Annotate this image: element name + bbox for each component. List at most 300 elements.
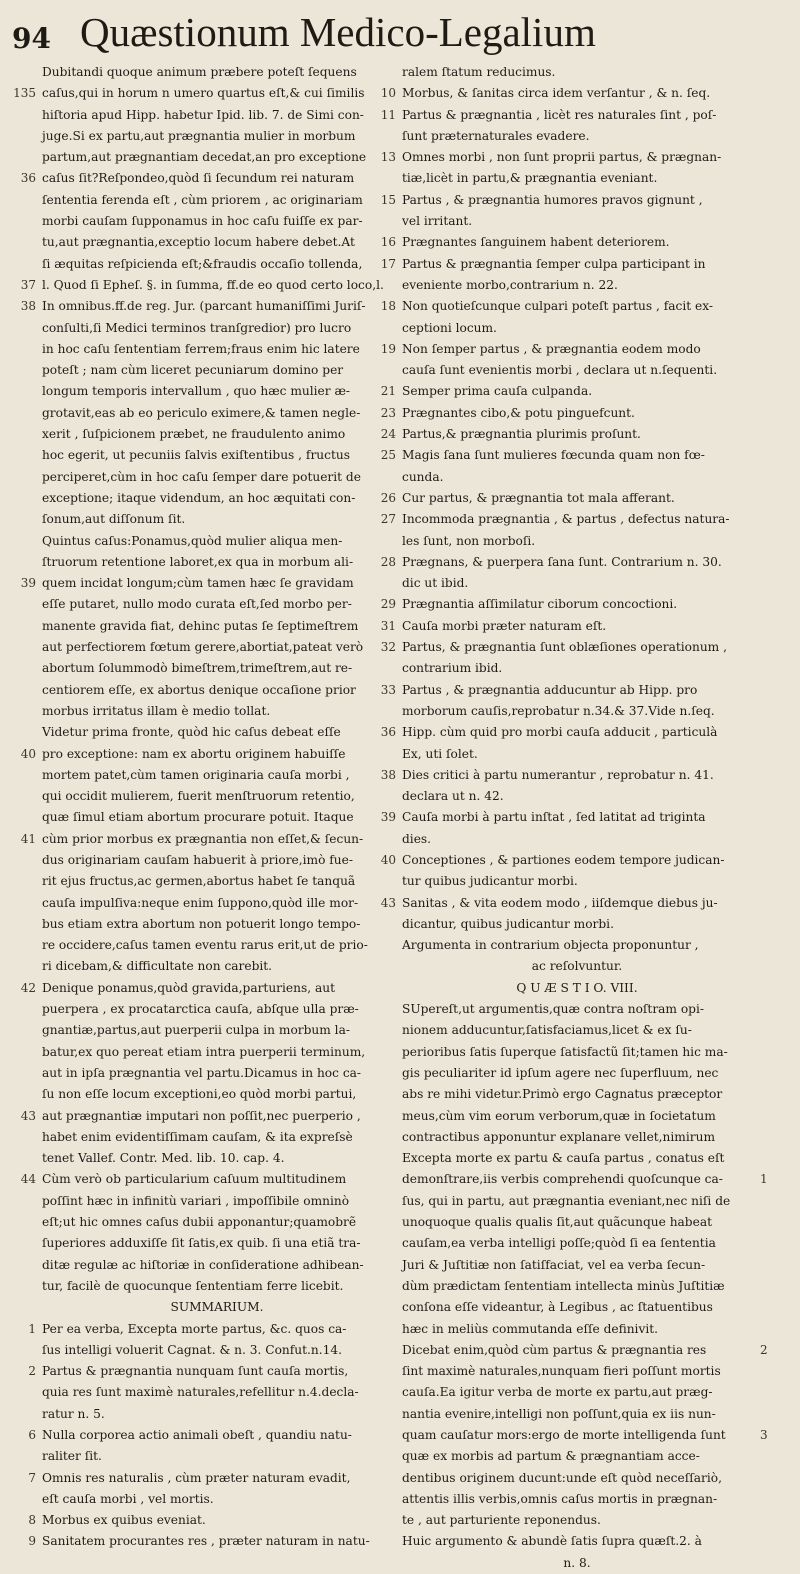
text-line: [20, 978, 392, 999]
page-number: 94: [12, 22, 51, 55]
margin-number: 42: [20, 980, 36, 995]
text-line: [380, 105, 752, 126]
line-text: cauſa ſunt evenientis morbi , declara ut n.ſequenti.: [402, 363, 718, 378]
line-text: eſt cauſa morbi , vel mortis.: [42, 1491, 214, 1506]
text-line: [42, 935, 392, 956]
line-text: morborum cauſis,reprobatur n.34.& 37.Vide n.ſeq.: [402, 703, 715, 718]
margin-number: 31: [380, 618, 396, 633]
line-text: Q U Æ S T I O. VIII.: [516, 980, 638, 995]
text-line: [380, 616, 752, 637]
line-text: ſuperiores adduxiſſe ſit ſatis,ex quib. ſi una etiã tra-: [42, 1236, 361, 1251]
line-text: ſint maximè naturales,nunquam fieri poſſunt mortis: [402, 1364, 721, 1379]
line-text: dic ut ibid.: [402, 576, 469, 591]
text-line: [380, 509, 752, 530]
line-text: Omnis res naturalis , cùm præter naturam evadit,: [42, 1470, 351, 1485]
margin-number: 26: [380, 490, 396, 505]
line-text: conſulti,ſi Medici terminos tranſgredior) pro lucro: [42, 320, 352, 335]
line-text: aut in ipſa prægnantia vel partu.Dicamus in hoc ca-: [42, 1065, 362, 1080]
line-text: vel irritant.: [402, 214, 473, 229]
line-text: ſu non eſſe locum exceptioni,eo quòd morbi partui,: [42, 1087, 357, 1102]
text-line: [20, 744, 392, 765]
text-line: [402, 658, 752, 679]
text-line: [402, 1191, 752, 1212]
text-line: [42, 1276, 392, 1297]
text-line: [42, 1382, 392, 1403]
line-text: aut prægnantiæ imputari non poſſit,nec puerperio ,: [42, 1108, 361, 1123]
text-line: [380, 339, 752, 360]
line-text: manente gravida fiat, dehinc putas ſe ſeptimeſtrem: [42, 618, 359, 633]
text-line: [42, 254, 392, 275]
line-text: cùm prior morbus ex prægnantia non eſſet,& ſecun-: [42, 831, 364, 846]
text-line: [42, 339, 392, 360]
text-line: [42, 318, 392, 339]
text-line: [402, 1446, 752, 1467]
text-line: [42, 658, 392, 679]
text-line: [42, 531, 392, 552]
line-text: ſonum,aut diſſonum ſit.: [42, 512, 186, 527]
text-line: [42, 871, 392, 892]
line-text: te , aut parturiente reponendus.: [402, 1513, 601, 1528]
margin-number: 32: [380, 640, 396, 655]
line-text: bus etiam extra abortum non potuerit longo tempo-: [42, 916, 361, 931]
line-text: Juri & Juſtitiæ non ſatiſfaciat, vel ea verba ſecun-: [402, 1257, 706, 1272]
text-line: [42, 1191, 392, 1212]
text-line: [42, 467, 392, 488]
line-text: qui occidit mulierem, fuerit menſtruorum retentio,: [42, 789, 355, 804]
line-text: morbus irritatus illam è medio tollat.: [42, 703, 271, 718]
margin-number: 10: [380, 86, 396, 101]
line-text: dentibus originem ducunt:unde eſt quòd neceſſariò,: [402, 1470, 722, 1485]
line-text: Partus & prægnantia ſemper culpa participant in: [402, 256, 706, 271]
line-text: Partus,& prægnantia plurimis proſunt.: [402, 427, 641, 442]
line-text: Dies critici à partu numerantur , reprobatur n. 41.: [402, 767, 714, 782]
margin-number: 36: [20, 171, 36, 186]
text-line: [402, 1020, 752, 1041]
text-line: [380, 850, 752, 871]
line-text: Magis ſana ſunt mulieres fœcunda quam non fœ-: [402, 448, 705, 463]
text-line: [402, 467, 752, 488]
text-line: [380, 147, 752, 168]
text-line: [402, 1233, 752, 1254]
text-line: [402, 978, 752, 999]
line-text: Partus & prægnantia , licèt res naturales ſint , poſ-: [402, 107, 717, 122]
text-line: [380, 83, 752, 104]
text-line: [42, 1255, 392, 1276]
line-text: Morbus, & ſanitas circa idem verſantur , & n. ſeq.: [402, 86, 711, 101]
margin-number: 13: [380, 150, 396, 165]
text-line: [380, 403, 752, 424]
line-text: dies.: [402, 831, 432, 846]
text-line: [42, 1489, 392, 1510]
text-line: [42, 1020, 392, 1041]
line-text: juge.Si ex partu,aut prægnantia mulier in morbum: [42, 128, 356, 143]
line-text: abs re mihi videtur.Primò ergo Cagnatus præceptor: [402, 1087, 723, 1102]
margin-number: 1: [28, 1321, 36, 1336]
line-text: Argumenta in contrarium objecta proponuntur ,: [402, 938, 699, 953]
line-text: Cur partus, & prægnantia tot mala afferant.: [402, 490, 675, 505]
line-text: pro exceptione: nam ex abortu originem habuiſſe: [42, 746, 346, 761]
text-line: [402, 1212, 752, 1233]
text-line: [402, 1382, 752, 1403]
text-line: [402, 744, 752, 765]
text-line: [380, 190, 752, 211]
line-text: conſona eſſe videantur, à Legibus , ac ſtatuentibus: [402, 1300, 713, 1315]
text-line: [402, 1361, 752, 1382]
line-text: SUMMARIUM.: [170, 1300, 264, 1315]
line-text: dicantur, quibus judicantur morbi.: [402, 916, 614, 931]
margin-number: 39: [380, 810, 396, 825]
margin-number: 19: [380, 341, 396, 356]
text-line: [402, 1106, 752, 1127]
line-text: Sanitas , & vita eodem modo , iiſdemque diebus ju-: [402, 895, 718, 910]
text-line: [42, 893, 392, 914]
text-line: [402, 1468, 752, 1489]
margin-number: 43: [20, 1108, 36, 1123]
line-text: Cauſa morbi à partu inſtat , ſed latitat ad triginta: [402, 810, 706, 825]
text-line: [380, 680, 752, 701]
line-text: tiæ,licèt in partu,& prægnantia eveniant.: [402, 171, 658, 186]
text-line: [42, 147, 392, 168]
line-text: Cauſa morbi præter naturam eſt.: [402, 618, 607, 633]
text-line: [402, 211, 752, 232]
text-line: [42, 1340, 392, 1361]
text-line: [42, 1042, 392, 1063]
line-text: SUpereſt,ut argumentis,quæ contra noſtram opi-: [402, 1002, 704, 1017]
text-line: [42, 509, 392, 530]
text-line: [402, 999, 752, 1020]
text-line: [402, 360, 752, 381]
text-line: [28, 1468, 392, 1489]
text-line: [380, 722, 752, 743]
line-text: Partus & prægnantia nunquam ſunt cauſa mortis,: [42, 1364, 349, 1379]
line-text: Incommoda prægnantia , & partus , defectus natura-: [402, 512, 730, 527]
line-text: poteſt ; nam cùm liceret pecuniarum domino per: [42, 363, 344, 378]
line-text: Per ea verba, Excepta morte partus, &c. quos ca-: [42, 1321, 347, 1336]
text-line: [42, 637, 392, 658]
line-text: In omnibus.ff.de reg. Jur. (parcant humaniſſimi Juriſ-: [42, 299, 366, 314]
line-text: ditæ regulæ ac hiſtoriæ in conſideratione adhibean-: [42, 1257, 364, 1272]
line-text: hæc in meliùs commutanda eſſe definivit.: [402, 1321, 659, 1336]
text-line: [380, 552, 752, 573]
text-line: [28, 1531, 392, 1552]
text-line: [42, 1446, 392, 1467]
line-text: ſtruorum retentione laboret,ex qua in morbum ali-: [42, 554, 354, 569]
margin-number: 15: [380, 192, 396, 207]
text-line: [42, 1148, 392, 1169]
line-text: Huic argumento & abundè ſatis ſupra quæſt.2. à: [402, 1534, 702, 1549]
text-line: [402, 275, 752, 296]
line-text: Sanitatem procurantes res , præter naturam in natu-: [42, 1534, 370, 1549]
text-line: [42, 552, 392, 573]
line-text: eſt;ut hic omnes caſus dubii apponantur;quamobrẽ: [42, 1215, 357, 1230]
text-line: [42, 1127, 392, 1148]
text-line: [380, 424, 752, 445]
line-text: Conceptiones , & partiones eodem tempore judican-: [402, 852, 725, 867]
text-line: [402, 126, 752, 147]
text-line: [42, 1212, 392, 1233]
margin-number: 40: [380, 852, 396, 867]
line-text: ſunt præternaturales evadere.: [402, 128, 590, 143]
text-line: [42, 105, 392, 126]
text-line: [380, 807, 752, 828]
margin-number: 33: [380, 682, 396, 697]
text-line: [42, 722, 392, 743]
text-line: [402, 1169, 768, 1190]
right-margin-number: 1: [760, 1172, 768, 1187]
text-line: [380, 381, 752, 402]
right-column: [380, 62, 768, 1570]
text-line: [402, 1084, 752, 1105]
margin-number: 24: [380, 427, 396, 442]
text-line: [402, 1063, 752, 1084]
text-line: [402, 956, 752, 977]
line-text: meus,cùm vim eorum verborum,quæ in ſocietatum: [402, 1108, 716, 1123]
line-text: Excepta morte ex partu & cauſa partus , conatus eſt: [402, 1151, 725, 1166]
line-text: morbi cauſam ſupponamus in hoc caſu fuiſſe ex par-: [42, 214, 363, 229]
text-line: [380, 296, 752, 317]
line-text: ſus intelligi voluerit Cagnat. & n. 3. Confut.n.14.: [42, 1342, 343, 1357]
line-text: tur quibus judicantur morbi.: [402, 874, 578, 889]
text-line: [42, 381, 392, 402]
line-text: aut perfectiorem fœtum gerere,abortiat,pateat verò: [42, 640, 364, 655]
text-line: [28, 1510, 392, 1531]
text-line: [380, 765, 752, 786]
text-line: [20, 1106, 392, 1127]
line-text: Non ſemper partus , & prægnantia eodem modo: [402, 341, 701, 356]
text-line: [42, 850, 392, 871]
text-line: [42, 190, 392, 211]
line-text: declara ut n. 42.: [402, 789, 504, 804]
line-text: quem incidat longum;cùm tamen hæc ſe gravidam: [42, 576, 354, 591]
line-text: Denique ponamus,quòd gravida,parturiens, aut: [42, 980, 335, 995]
line-text: habet enim evidentiſſimam cauſam, & ita expreſsè: [42, 1129, 353, 1144]
line-text: nionem adducuntur,ſatisfaciamus,licet & ex ſu-: [402, 1023, 692, 1038]
text-line: [402, 1297, 752, 1318]
text-line: [13, 83, 392, 104]
text-line: [20, 296, 392, 317]
text-line: [402, 1510, 752, 1531]
margin-number: 16: [380, 235, 396, 250]
text-line: [20, 275, 392, 296]
line-text: Nulla corporea actio animali obeſt , quandiu natu-: [42, 1428, 352, 1442]
text-line: [402, 573, 752, 594]
line-text: n. 8.: [563, 1555, 591, 1570]
text-line: [380, 254, 752, 275]
right-margin-number: 2: [760, 1342, 768, 1357]
line-text: quia res ſunt maximè naturales,refellitur n.4.decla-: [42, 1385, 359, 1400]
line-text: Ex, uti ſolet.: [402, 746, 478, 761]
text-line: [402, 786, 752, 807]
line-text: contrarium ibid.: [402, 661, 503, 676]
line-text: Quintus caſus:Ponamus,quòd mulier aliqua men-: [42, 533, 343, 548]
text-line: [402, 1489, 752, 1510]
text-line: [402, 1404, 752, 1425]
text-line: [42, 403, 392, 424]
line-text: hiſtoria apud Hipp. habetur Ipid. lib. 7. de Simi con-: [42, 107, 364, 122]
margin-number: 6: [28, 1428, 36, 1442]
line-text: demonſtrare,iis verbis comprehendi quoſcunque ca-: [402, 1172, 723, 1187]
text-line: [20, 573, 392, 594]
text-line: [402, 62, 752, 83]
margin-number: 18: [380, 299, 396, 314]
text-line: [402, 1340, 768, 1361]
text-line: [42, 594, 392, 615]
line-text: l. Quod ſi Epheſ. §. in ſumma, ff.de eo quod certo loco,l.: [42, 277, 384, 292]
text-line: [42, 956, 392, 977]
line-text: ac reſolvuntur.: [531, 959, 623, 974]
line-text: Non quotieſcunque culpari poteſt partus , facit ex-: [402, 299, 714, 314]
margin-number: 38: [380, 767, 396, 782]
line-text: Videtur prima fronte, quòd hic caſus debeat eſſe: [42, 725, 341, 740]
line-text: ri dicebam,& difficultate non carebit.: [42, 959, 273, 974]
text-line: [402, 318, 752, 339]
text-line: [402, 1148, 752, 1169]
line-text: unoquoque qualis qualis ſit,aut quãcunque habeat: [402, 1215, 712, 1230]
line-text: gis peculiariter id ipſum agere nec ſuperfluum, nec: [402, 1065, 719, 1080]
margin-number: 43: [380, 895, 396, 910]
margin-number: 44: [20, 1172, 36, 1187]
line-text: Dicebat enim,quòd cùm partus & prægnantia res: [402, 1342, 707, 1357]
text-line: [28, 1361, 392, 1382]
line-text: Prægnantia aſſimilatur ciborum concoctioni.: [402, 597, 678, 612]
text-line: [402, 1276, 752, 1297]
text-line: [402, 1255, 752, 1276]
line-text: eſſe putaret, nullo modo curata eſt,ſed morbo per-: [42, 597, 352, 612]
line-text: Partus , & prægnantia humores pravos gignunt ,: [402, 192, 703, 207]
running-header: [0, 8, 800, 58]
text-line: [402, 1319, 752, 1340]
line-text: puerpera , ex procatarctica cauſa, abſque ulla præ-: [42, 1002, 359, 1017]
line-text: ſus, qui in partu, aut prægnantia eveniant,nec niſi de: [402, 1193, 731, 1208]
line-text: quæ ſimul etiam abortum procurare potuit. Itaque: [42, 810, 354, 825]
line-text: Dubitandi quoque animum præbere poteſt ſequens: [42, 65, 357, 79]
text-line: [402, 1042, 752, 1063]
text-line: [402, 871, 752, 892]
text-line: [42, 616, 392, 637]
text-line: [20, 1169, 392, 1190]
margin-number: 37: [20, 277, 36, 292]
left-column: [13, 62, 392, 1549]
line-text: raliter ſit.: [42, 1449, 102, 1464]
text-line: [380, 637, 752, 658]
text-line: [402, 531, 752, 552]
line-text: ſi æquitas reſpicienda eſt;&fraudis occaſio tollenda,: [42, 256, 363, 271]
margin-number: 41: [20, 831, 36, 846]
line-text: Hipp. cùm quid pro morbi cauſa adducit , particulà: [402, 725, 718, 740]
margin-number: 39: [20, 576, 36, 591]
text-line: [380, 594, 752, 615]
text-line: [42, 211, 392, 232]
text-line: [42, 914, 392, 935]
line-text: perioribus ſatis ſuperque ſatisfactũ ſit;tamen hic ma-: [402, 1044, 728, 1059]
line-text: cauſam,ea verba intelligi poſſe;quòd ſi ea ſententia: [402, 1236, 716, 1251]
margin-number: 27: [380, 512, 396, 527]
text-line: [380, 232, 752, 253]
line-text: tur, facilè de quocunque ſententiam ferre licebit.: [42, 1278, 344, 1293]
margin-number: 29: [380, 597, 396, 612]
line-text: tenet Vallef. Contr. Med. lib. 10. cap. 4.: [42, 1151, 285, 1166]
margin-number: 23: [380, 405, 396, 420]
line-text: Prægnantes cibo,& potu pinguefcunt.: [402, 405, 635, 420]
text-line: [402, 1553, 752, 1574]
line-text: ſententia ferenda eſt , cùm priorem , ac originariam: [42, 192, 363, 207]
line-text: attentis illis verbis,omnis caſus mortis in prægnan-: [402, 1491, 718, 1506]
line-text: ratur n. 5.: [42, 1406, 105, 1421]
margin-number: 25: [380, 448, 396, 463]
line-text: abortum ſolummodò bimeſtrem,trimeſtrem,aut re-: [42, 661, 353, 676]
line-text: Morbus ex quibus eveniat.: [42, 1513, 206, 1528]
text-line: [20, 829, 392, 850]
line-text: Partus, & prægnantia ſunt oblæſiones operationum ,: [402, 640, 727, 655]
margin-number: 28: [380, 554, 396, 569]
line-text: quæ ex morbis ad partum & prægnantiam acce-: [402, 1449, 700, 1464]
text-line: [42, 807, 392, 828]
line-text: partum,aut prægnantiam decedat,an pro exceptione: [42, 150, 367, 165]
margin-number: 21: [380, 384, 396, 399]
line-text: batur,ex quo pereat etiam intra puerperii terminum,: [42, 1044, 366, 1059]
margin-number: 36: [380, 725, 396, 740]
line-text: eveniente morbo,contrarium n. 22.: [402, 277, 618, 292]
margin-number: 7: [28, 1470, 36, 1485]
text-line: [402, 701, 752, 722]
margin-number: 40: [20, 746, 36, 761]
text-line: [380, 893, 752, 914]
text-line: [402, 168, 752, 189]
line-text: quam cauſatur mors:ergo de morte intelligenda ſunt: [402, 1428, 726, 1442]
text-line: [28, 1319, 392, 1340]
margin-number: 9: [28, 1534, 36, 1549]
text-line: [402, 1531, 752, 1552]
line-text: grotavit,eas ab eo periculo eximere,& tamen negle-: [42, 405, 361, 420]
line-text: dus originariam cauſam habuerit à priore,imò fue-: [42, 852, 353, 867]
line-text: perciperet,cùm in hoc caſu ſemper dare potuerit de: [42, 469, 361, 484]
line-text: tu,aut prægnantia,exceptio locum habere debet.At: [42, 235, 355, 250]
line-text: ralem ſtatum reducimus.: [402, 65, 556, 79]
text-line: [402, 914, 752, 935]
text-line: [42, 360, 392, 381]
line-text: exceptione; itaque videndum, an hoc æquitati con-: [42, 490, 356, 505]
line-text: Cùm verò ob particularium caſuum multitudinem: [42, 1172, 347, 1187]
line-text: Partus , & prægnantia adducuntur ab Hipp. pro: [402, 682, 698, 697]
line-text: longum temporis intervallum , quo hæc mulier æ-: [42, 384, 351, 399]
text-line: [42, 1063, 392, 1084]
text-line: [42, 445, 392, 466]
margin-number: 38: [20, 299, 36, 314]
line-text: dùm prædictam ſententiam intellecta minùs Juſtitiæ: [402, 1278, 725, 1293]
line-text: gnantiæ,partus,aut puerperii culpa in morbum la-: [42, 1023, 350, 1038]
text-line: [42, 126, 392, 147]
text-line: [402, 935, 752, 956]
page-title: Quæstionum Medico-Legalium: [80, 9, 596, 55]
text-line: [42, 488, 392, 509]
text-line: [402, 1425, 768, 1446]
text-line: [380, 488, 752, 509]
line-text: nantia evenire,intelligi non poſſunt,quia ex iis nun-: [402, 1406, 716, 1421]
text-line: [42, 1297, 392, 1318]
right-margin-number: 3: [760, 1428, 768, 1442]
text-line: [42, 701, 392, 722]
text-line: [20, 168, 392, 189]
margin-number: 11: [380, 107, 396, 122]
line-text: rit ejus fructus,ac germen,abortus habet ſe tanquã: [42, 874, 356, 889]
text-line: [42, 1233, 392, 1254]
text-line: [402, 829, 752, 850]
text-line: [42, 232, 392, 253]
line-text: poſſint hæc in infinitù variari , impoſſibile omninò: [42, 1193, 350, 1208]
line-text: cauſa.Ea igitur verba de morte ex partu,aut præg-: [402, 1385, 713, 1400]
line-text: caſus,qui in horum n umero quartus eſt,& cui ſimilis: [42, 86, 365, 101]
text-line: [42, 424, 392, 445]
